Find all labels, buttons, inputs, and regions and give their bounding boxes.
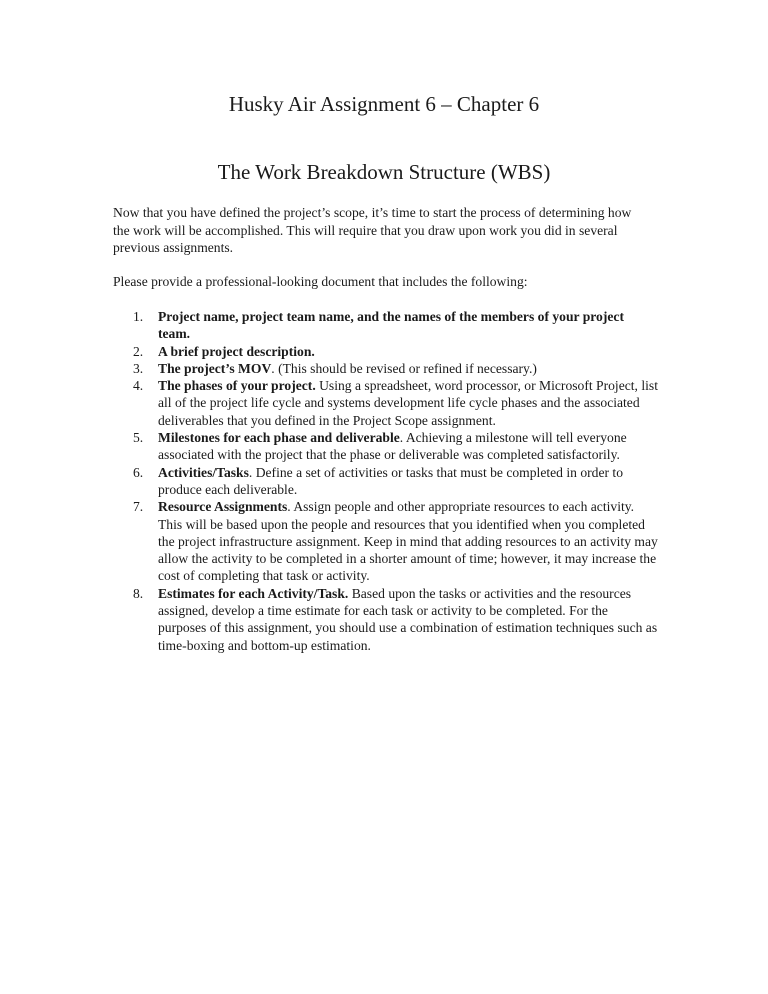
list-item-body [158,343,658,360]
list-item-body [158,498,658,584]
list-item-number: 1. [133,309,144,324]
list-item-number: 2. [133,343,144,359]
list-item-text: Using a spreadsheet, word processor, or Microsoft Project, list all of the project life cycle and systems development life cycle phases and the associated deliverables that you defined in the Project Scope assignment. [158,378,658,428]
list-item [113,429,658,464]
requirements-list [113,308,658,654]
list-item-text: . Achieving a milestone will tell everyone associated with the project that the phase or deliverable was completed satisfactorily. [158,430,627,463]
list-item-text: . Assign people and other appropriate resources to each activity. This will be based upon the people and resources that you identified when you completed the project infrastructure assignment. Keep in mind that adding resources to an activity may allow the activity to be completed in a shorter amount of time; however, it may increase the cost of completing that task or activity. [158,499,658,584]
list-item-number: 8. [133,585,144,601]
list-item-number: 5. [133,430,144,446]
list-item-heading: Project name, project team name, and the names of the members of your project team. [158,309,624,342]
list-item-heading: A brief project description. [158,343,315,359]
list-item-body [158,585,658,654]
list-item-heading: The project’s MOV [158,360,272,376]
list-item-number: 6. [133,464,144,480]
list-item-number: 7. [133,499,144,515]
list-item [113,343,658,360]
instructions-paragraph: Please provide a professional-looking document that includes the following: [113,274,528,289]
list-item-heading: The phases of your project. [158,378,316,394]
document-subtitle: The Work Breakdown Structure (WBS) [217,160,551,184]
list-item-number: 4. [133,378,144,394]
intro-paragraph: Now that you have defined the project’s scope, it’s time to start the process of determining how the work will be accomplished. This will require that you draw upon work you did in several previous assignments. [113,205,632,255]
list-item [113,377,658,429]
list-item-heading: Activities/Tasks [158,464,249,480]
list-item-text: . (This should be revised or refined if necessary.) [271,360,537,376]
list-item-heading: Milestones for each phase and deliverable [158,430,400,446]
list-item [113,498,658,584]
list-item [113,360,658,377]
list-item-text: . Define a set of activities or tasks that must be completed in order to produce each deliverable. [158,464,623,497]
list-item-heading: Resource Assignments [158,499,288,515]
list-item-text: Based upon the tasks or activities and the resources assigned, develop a time estimate for each task or activity to be completed. For the purposes of this assignment, you should use a combination of estimation techniques such as time-boxing and bottom-up estimation. [158,585,658,653]
list-item [113,585,658,654]
list-item-number: 3. [133,360,144,376]
document-title: Husky Air Assignment 6 – Chapter 6 [228,92,540,116]
list-item-body [158,360,658,377]
list-item-body [158,308,658,343]
list-item-body [158,429,658,464]
list-item-body [158,377,658,429]
list-item-heading: Estimates for each Activity/Task. [158,585,349,601]
list-item [113,464,658,499]
list-item [113,308,658,343]
list-item-body [158,464,658,499]
